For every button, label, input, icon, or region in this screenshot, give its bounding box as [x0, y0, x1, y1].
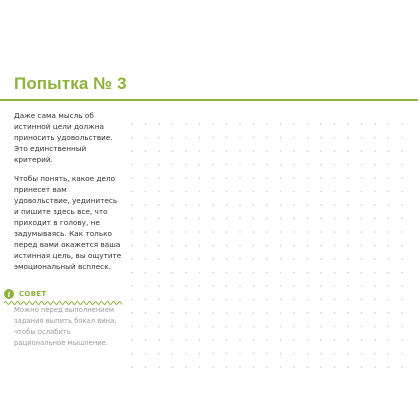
body-text	[14, 110, 122, 280]
body-paragraph-1: Даже сама мысль об истинной цели должна приносить удовольствие. Это единственный критерий.	[14, 111, 113, 164]
writing-area-dot-grid[interactable]	[128, 120, 412, 376]
info-icon: i	[4, 289, 14, 299]
page-title: Попытка № 3	[14, 74, 127, 93]
tip-label: СОВЕТ	[19, 290, 47, 298]
title-underline	[0, 99, 418, 101]
tip-text: Можно перед выполнением задания выпить бокал вина, чтобы ослабить рациональное мышление.	[14, 306, 117, 347]
body-paragraph-2: Чтобы понять, какое дело принесет вам удовольствие, уединитесь и пишите здесь все, что приходит в голову, не задумываясь. Как только перед вами окажется ваша истинная цель, вы ощутите эмоциональный всплеск.	[14, 174, 122, 271]
tip-header	[4, 287, 46, 301]
